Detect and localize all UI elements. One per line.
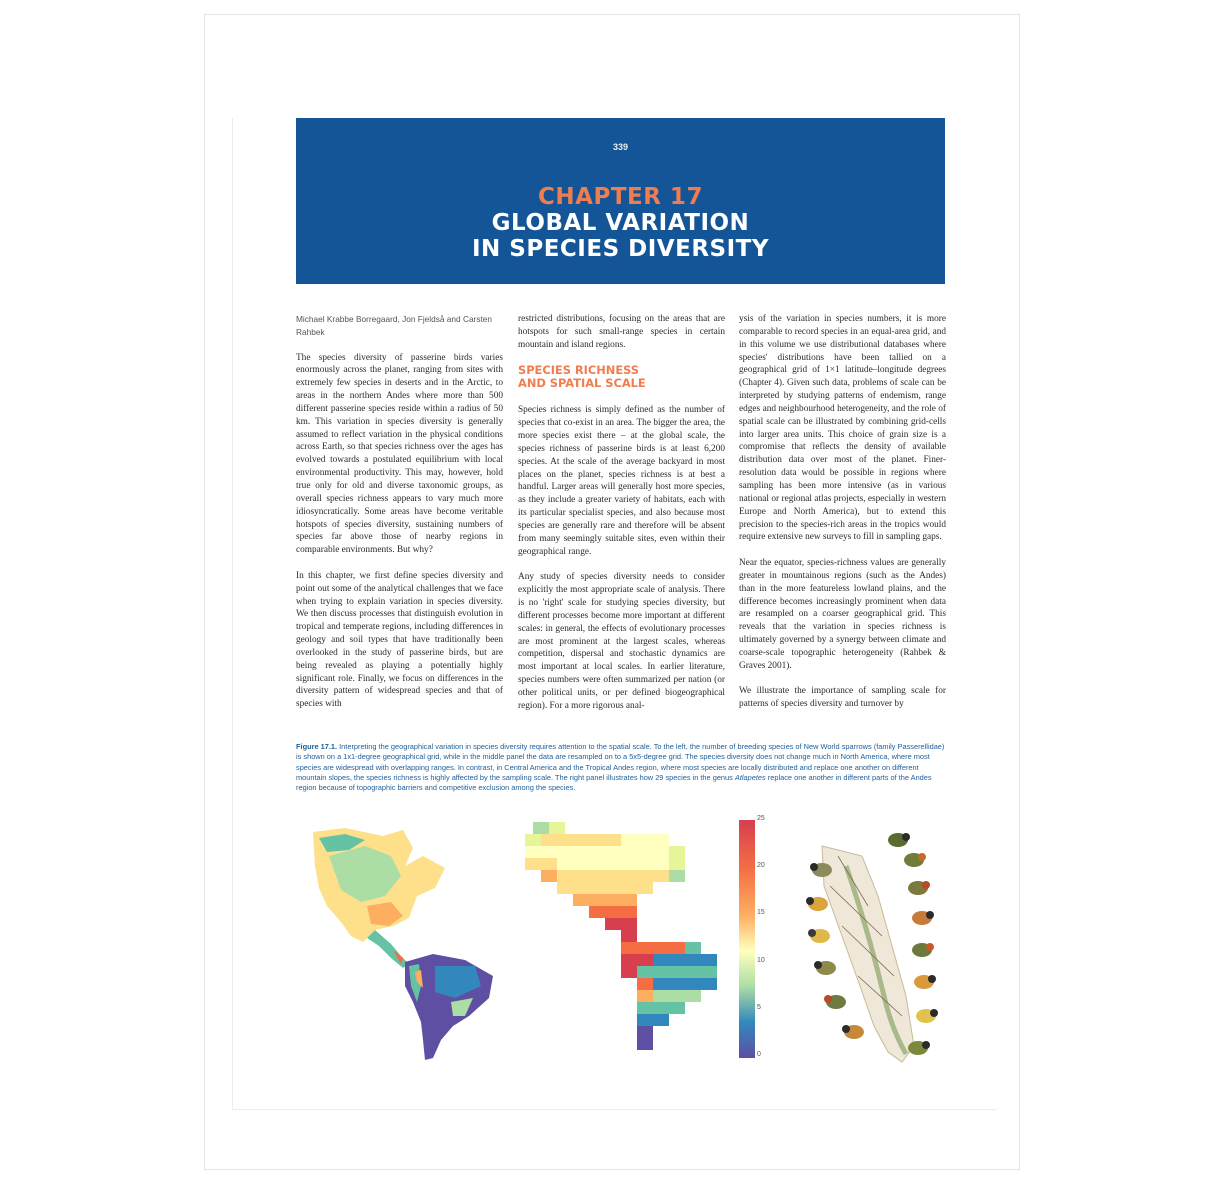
figure-label: Figure 17.1. xyxy=(296,742,338,751)
paragraph: restricted distributions, focusing on the areas that are hotspots for such small-range species in certain mountain and island regions. xyxy=(518,314,725,350)
bird-icon xyxy=(808,929,830,943)
chapter-title xyxy=(296,210,945,262)
bird-icon xyxy=(806,897,828,911)
text-column-3 xyxy=(739,313,946,724)
colorbar-tick: 0 xyxy=(757,1051,761,1058)
bird-icon xyxy=(912,943,934,957)
bird-icon xyxy=(842,1025,864,1039)
paragraph: Any study of species diversity needs to consider explicitly the most appropriate scale of analysis. There is no 'right' scale for studying species diversity, but different processes become more important at different scales: in general, the effects of evolutionary processes are most prominent at the largest scales, whereas competition, dispersal and stochastic dynamics are most important at local scales. In earlier literature, species numbers were often summarized per nation (or other political units, or per defined biogeographical region). For a more rigorous anal- xyxy=(518,572,725,711)
bird-icon xyxy=(908,881,930,895)
coarse-grid-map xyxy=(523,820,723,1058)
text-column-2 xyxy=(518,313,725,725)
colorbar xyxy=(739,820,755,1060)
chapter-title-line-2: IN SPECIES DIVERSITY xyxy=(471,236,769,262)
bird-icon xyxy=(914,975,936,989)
bird-icon xyxy=(908,1041,930,1055)
paragraph: ysis of the variation in species numbers, it is more comparable to record species in an equal-area grid, and in this volume we use distributional databases where species' distributions have been tallied on a geographical grid of 1×1 latitude–longitude degrees (Chapter 4). Given such data, problems of scale can be interpreted by studying patterns of endemism, range edges and neighbourhood heterogeneity, and the role of spatial scale can be illustrated by combining grid-cells into larger area units. This choice of grain size is a compromise that reflects the density of available distribution data over most of the planet. Finer-resolution data would be possible in regions where sampling has been more intensive (as in various national or regional atlas projects, especially in western Europe and North America), but to extend this precision to the species-rich areas in the tropics would require extensive new surveys to fill in sampling gaps. xyxy=(739,314,946,543)
bird-icon xyxy=(916,1009,938,1023)
colorbar-tick: 10 xyxy=(757,957,765,964)
section-heading-line-1: SPECIES RICHNESS xyxy=(518,363,639,378)
bird-icon xyxy=(888,833,910,847)
fine-grid-map xyxy=(305,826,500,1062)
coarse-grid-north-america xyxy=(525,822,685,942)
colorbar-tick: 20 xyxy=(757,862,765,869)
bird-icon xyxy=(824,995,846,1009)
paragraph: We illustrate the importance of sampling scale for patterns of species diversity and turnover by xyxy=(739,686,946,710)
colorbar-tick: 15 xyxy=(757,909,765,916)
bird-icon xyxy=(904,853,926,867)
bird-icon xyxy=(810,863,832,877)
fine-grid-north-america xyxy=(313,828,445,968)
section-heading xyxy=(518,364,725,390)
section-heading-line-2: AND SPATIAL SCALE xyxy=(518,376,646,391)
paragraph: Species richness is simply defined as the number of species that co-exist in an area. The bigger the area, the more species exist there – at the global scale, the species richness of passerine birds is at least 6,200 species. At the scale of the average backyard in most places on the planet, species richness is at best a handful. Larger areas will generally host more species, as they include a greater variety of habitats, each with its particular specialist species, and also because most species are generally rare and therefore will be absent from many seemingly suitable sites, even within their geographical range. xyxy=(518,405,725,557)
colorbar-gradient xyxy=(739,820,755,1058)
paragraph: In this chapter, we first define species diversity and point out some of the analytical challenges that we face when trying to explain variation in species diversity. We then discuss processes that distinguish evolution in tropical and temperate regions, including differences in geology and soil types that have traditionally been overlooked in the study of passerine birds, but are being revealed as playing a potentially highly significant role. Finally, we focus on differences in the diversity pattern of widespread species and that of species with xyxy=(296,570,503,710)
paragraph: The species diversity of passerine birds varies enormously across the planet, ranging from sites with extremely few species in deserts and in the Arctic, to areas in the northern Andes where more than 500 different passerine species reside within a radius of 50 km. This variation in species diversity is generally assumed to reflect variation in the physical conditions across Earth, so that species richness over the ages has evolved towards a postulated equilibrium with local environmental productivity. This may, however, hold true only for old and diverse taxonomic groups, as overall species richness appears to vary much more idiosyncratically. Some areas have become veritable hotspots of species diversity, sustaining numbers of species far above those of nearby regions in comparable environments. But why? xyxy=(296,352,503,556)
paragraph: Near the equator, species-richness values are generally greater in mountainous regions (such as the Andes) than in the more featureless lowland plains, and the difference becomes increasingly prominent when data are resampled on a coarser geographical grid. This reveals that the variation in species richness is ultimately governed by a synergy between climate and coarse-scale topographic heterogeneity (Rahbek & Graves 2001). xyxy=(739,558,946,671)
atlapetes-illustration xyxy=(802,826,942,1066)
chapter-banner xyxy=(296,118,945,284)
page-number: 339 xyxy=(612,142,629,152)
chapter-title-line-1: GLOBAL VARIATION xyxy=(491,210,750,236)
coarse-grid-south-america xyxy=(621,942,717,1050)
bird-icon xyxy=(912,911,934,925)
chapter-number: CHAPTER 17 xyxy=(538,184,703,210)
figure-caption xyxy=(296,742,945,793)
bird-icon xyxy=(814,961,836,975)
caption-text-a: Interpreting the geographical variation in species diversity requires attention to the spatial scale. To the left, the number of breeding species of New World sparrows (family Passerellidae) is shown on a 1x1-degree geographical grid, while in the middle panel the data are resampled on to a 5x5-degree grid. The species diversity does not change much in North America, where most species are widespread with overlapping ranges. In contrast, in Central America and the Tropical Andes region, where most species are locally distributed and replace one another on different mountain slopes, the species richness is highly affected by the sampling scale. The right panel illustrates how 29 species in the genus xyxy=(296,742,945,782)
authors: Michael Krabbe Borregaard, Jon Fjeldså and Carsten Rahbek xyxy=(296,314,493,337)
colorbar-tick: 25 xyxy=(757,815,765,822)
colorbar-tick: 5 xyxy=(757,1004,761,1011)
fine-grid-south-america xyxy=(405,954,493,1060)
text-column-1 xyxy=(296,313,503,724)
genus-name: Atlapetes xyxy=(734,772,766,782)
caption-text-b: replace one another in different parts of the Andes region because of topographic barriers and competitive exclusion among the species. xyxy=(296,772,932,793)
